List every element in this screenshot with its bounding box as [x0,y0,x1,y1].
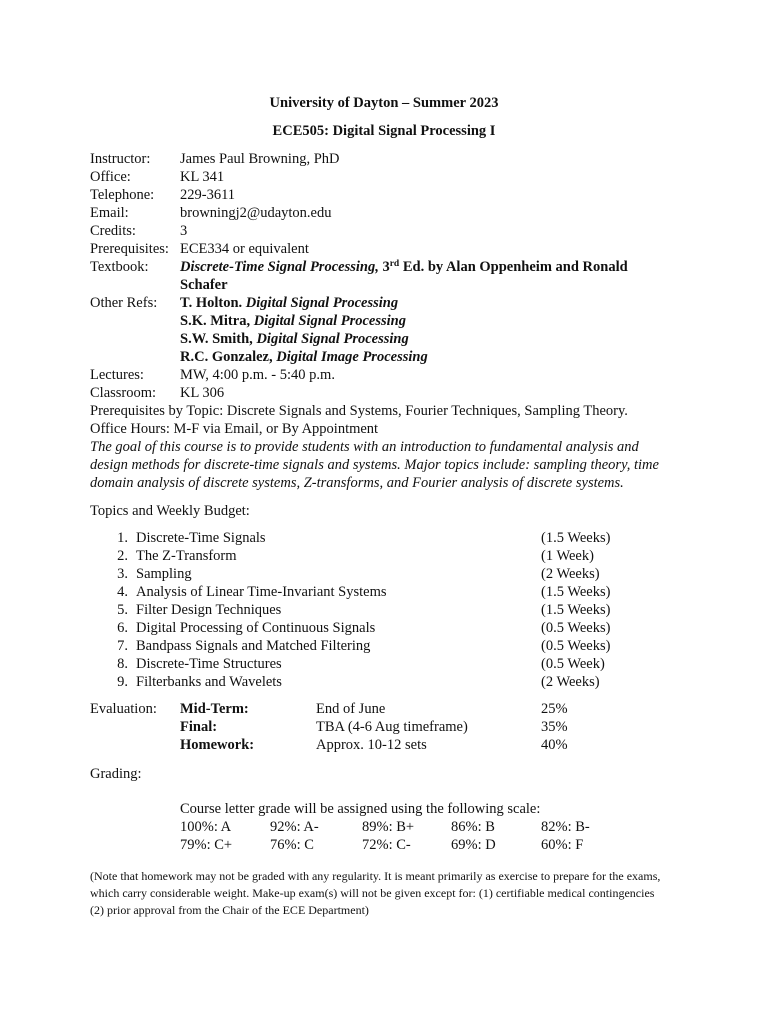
credits-label: Credits: [90,223,136,239]
textbook-value [180,258,628,276]
grade-cutoff: 60%: F [541,837,584,853]
note-line: (Note that homework may not be graded with any regularity. It is meant primarily as exercise to prepare for the exams, [90,869,661,883]
grade-cutoff: 72%: C- [362,837,411,853]
grade-cutoff: 79%: C+ [180,837,233,853]
textbook-label: Textbook: [90,259,149,275]
goal-line: domain analysis of discrete systems, Z-transforms, and Fourier analysis of discrete systems. [90,475,624,491]
reference-item: R.C. Gonzalez, Digital Image Processing [180,349,428,365]
email-label: Email: [90,205,129,221]
office-hours: Office Hours: M-F via Email, or By Appointment [90,421,379,437]
grade-cutoff: 69%: D [451,837,496,853]
prerequisites-value: ECE334 or equivalent [180,241,309,257]
lectures-value: MW, 4:00 p.m. - 5:40 p.m. [180,367,335,383]
reference-item: S.W. Smith, Digital Signal Processing [180,331,409,347]
grade-cutoff: 100%: A [180,819,232,835]
lectures-label: Lectures: [90,367,144,383]
office-label: Office: [90,169,131,185]
note-line: (2) prior approval from the Chair of the ECE Department) [90,903,369,917]
telephone-label: Telephone: [90,187,155,203]
textbook-edition-suffix: rd [389,259,400,269]
note-line: which carry considerable weight. Make-up exam(s) will not be given except for: (1) certifiable medical contingencies [90,886,655,900]
textbook-title: Discrete-Time Signal Processing, [180,259,379,275]
email-value: browningj2@udayton.edu [180,205,332,221]
instructor-label: Instructor: [90,151,151,167]
goal-line: The goal of this course is to provide students with an introduction to fundamental analysis and [90,439,639,455]
grading-scale-intro: Course letter grade will be assigned using the following scale: [180,801,541,817]
textbook-authors: Ed. by Alan Oppenheim and Ronald [399,259,628,275]
grade-cutoff: 89%: B+ [362,819,415,835]
grade-cutoff: 92%: A- [270,819,319,835]
syllabus-page: University of Dayton – Summer 2023 ECE505: Digital Signal Processing I Instructor: James Paul Browning, PhD Office: KL 341 Telephone: 229-3611 Email: browningj2@udayton.edu Credits: 3 Prerequisites: ECE334 or equivalent Textbook: Discrete-Time Signal Processing, 3rd Ed. by Alan Oppenheim and Ronald Schafer Other Refs: T. Holton. Digital Signal Processing S.K. Mitra, Digital Signal Processing S.W. Smith, Digital Signal Processing R.C. Gonzalez, Digital Image Processing Lectures: MW, 4:00 p.m. - 5:40 p.m. Classroom: KL 306 Prerequisites by Topic: Discrete Signals and Systems, Fourier Techniques, Sampling Theory. Office Hours: M-F via Email, or By Appointment The goal of this course is to provide students with an introduction to fundamental analysis and design methods for discrete-time signals and systems. Major topics include: sampling theory, time domain analysis of discrete systems, Z-transforms, and Fourier analysis of discrete systems. Topics and Weekly Budget: 1. Discrete-Time Signals (1.5 Weeks) 2. The Z-Transform (1 Week) 3. Sampling (2 Weeks) 4. Analysis of Linear Time-Invariant Systems (1.5 Weeks) 5. Filter Design Techniques (1.5 Weeks) 6. Digital Processing of Continuous Signals (0.5 Weeks) 7. Bandpass Signals and Matched Filtering (0.5 Weeks) 8. Discrete-Time Structures (0.5 Week) 9. Filterbanks and Wavelets (2 Weeks) Evaluation: Mid-Term: End of June 25% Final: TBA (4-6 Aug timeframe) 35% Homework: Approx. 10-12 sets 40% Grading: Course letter grade will be assigned using the following scale: 100%: A 92%: A- 89%: B+ 86%: B 82%: B- 79%: C+ 76%: C 72%: C- 69%: D 60%: F (Note that homework may not be graded with any regularity. It is meant primarily as exercise to prepare for the exams, which carry considerable weight. Make-up exam(s) will not be given except for: (1) certifiable medical contingencies (2) prior approval from the Chair of the ECE Department) [0,0,768,1024]
goal-line: design methods for discrete-time signals and systems. Major topics include: sampling theory, time [90,457,659,473]
university-heading: University of Dayton – Summer 2023 [269,95,499,111]
reference-item: T. Holton. Digital Signal Processing [180,295,399,311]
grade-cutoff: 86%: B [451,819,495,835]
topics-heading: Topics and Weekly Budget: [90,503,250,519]
textbook-edition-number: 3 [378,259,390,275]
prerequisites-label: Prerequisites: [90,241,169,257]
course-title: ECE505: Digital Signal Processing I [272,123,496,139]
grade-cutoff: 76%: C [270,837,314,853]
evaluation-label: Evaluation: [90,701,157,717]
grading-label: Grading: [90,766,142,782]
prerequisites-by-topic: Prerequisites by Topic: Discrete Signals and Systems, Fourier Techniques, Sampling Theory. [90,403,628,419]
telephone-value: 229-3611 [180,187,236,203]
office-value: KL 341 [180,169,225,185]
textbook-authors-cont: Schafer [180,277,228,293]
classroom-label: Classroom: [90,385,157,401]
classroom-value: KL 306 [180,385,225,401]
reference-item: S.K. Mitra, Digital Signal Processing [180,313,406,329]
instructor-value: James Paul Browning, PhD [180,151,340,167]
other-refs-label: Other Refs: [90,295,158,311]
credits-value: 3 [180,223,188,239]
grade-cutoff: 82%: B- [541,819,590,835]
